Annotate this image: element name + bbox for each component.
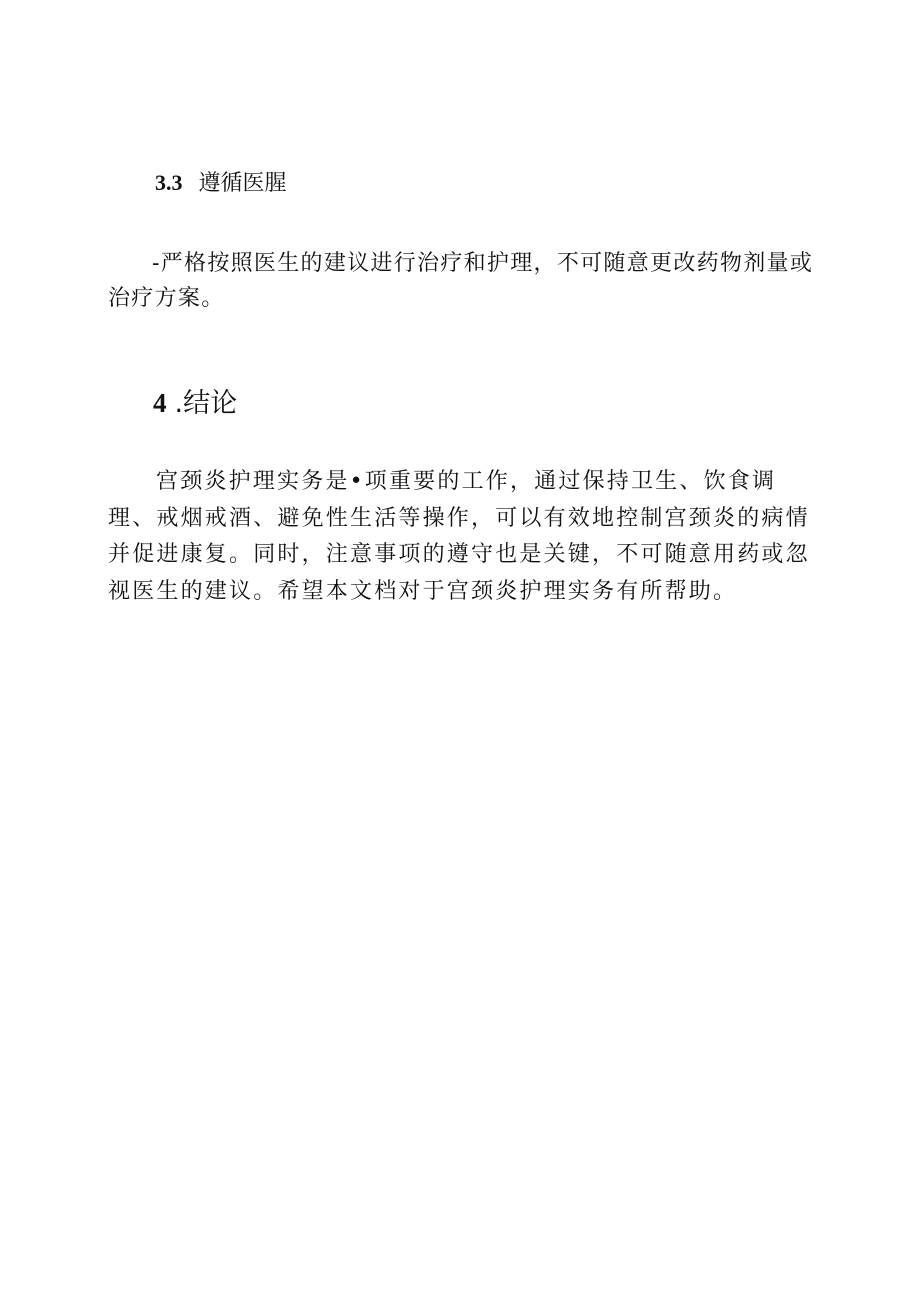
subsection-paragraph: -严格按照医生的建议进行治疗和护理，不可随意更改药物剂量或治疗方案。 <box>108 251 814 311</box>
conclusion-paragraph: 宫颈炎护理实务是•项重要的工作，通过保持卫生、饮食调理、戒烟戒酒、避免性生活等操作，可以有效地控制宫颈炎的病情并促进康复。同时，注意事项的遵守也是关键，不可随意用药或忽视医生的建议。希望本文档对于宫颈炎护理实务有所帮助。 <box>108 469 810 604</box>
section-heading <box>153 385 237 422</box>
subsection-title: 遵循医腥 <box>198 171 287 196</box>
section-title: .结论 <box>174 388 238 419</box>
section-number: 4 <box>153 388 167 418</box>
subsection-number: 3.3 <box>155 170 183 195</box>
subsection-heading <box>155 168 287 199</box>
